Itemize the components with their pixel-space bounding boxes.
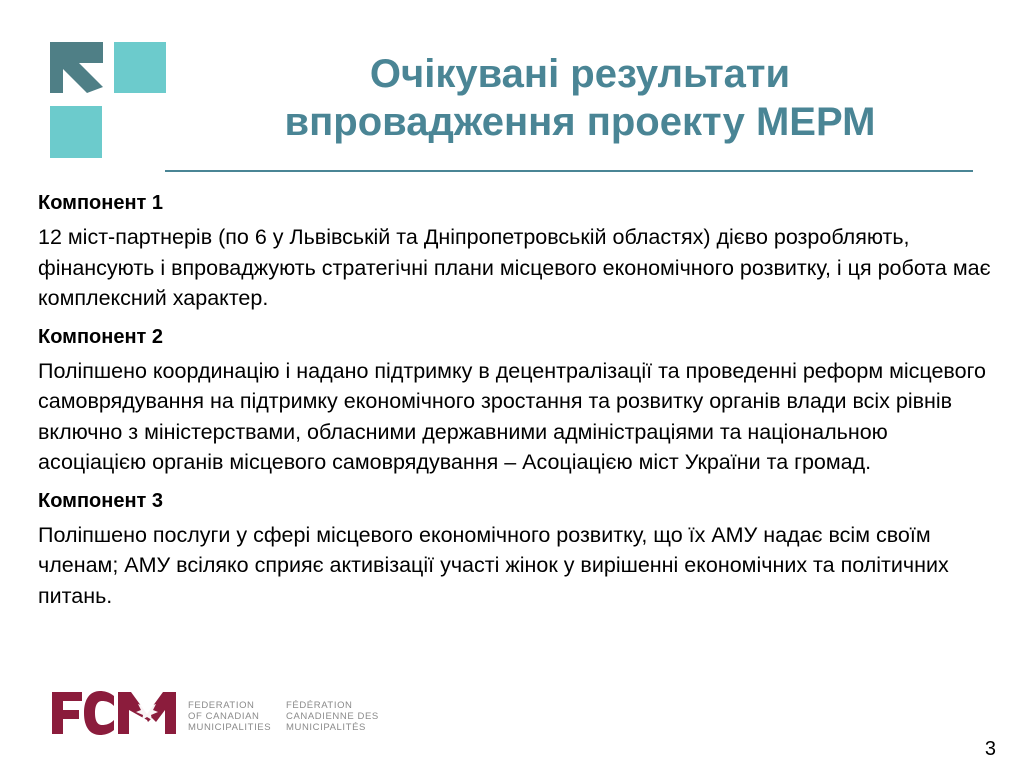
arrow-squares-icon <box>50 40 166 158</box>
letter-f <box>52 692 82 734</box>
fcm-logo-mark <box>52 686 177 738</box>
component-heading: Компонент 1 <box>38 192 164 214</box>
bottom-left-square <box>50 106 102 158</box>
fcm-english-name <box>188 700 271 733</box>
title-line-2: впровадження проекту МЕРМ <box>284 100 876 144</box>
content-body <box>38 188 998 619</box>
component-heading: Компонент 2 <box>38 325 164 348</box>
title-divider <box>165 170 973 172</box>
component-1 <box>38 188 998 314</box>
fcm-french-name <box>286 700 379 733</box>
fcm-fr-line: MUNICIPALITÉS <box>286 722 366 733</box>
top-right-square <box>114 42 166 93</box>
fcm-en-line: OF CANADIAN <box>188 711 260 722</box>
page-number: 3 <box>984 738 996 760</box>
fcm-en-line: MUNICIPALITIES <box>188 722 272 733</box>
slide-title <box>180 50 980 146</box>
fcm-logo <box>52 686 392 740</box>
title-line-1: Очікувані результати <box>369 52 791 96</box>
arrow-square-shape <box>50 42 103 93</box>
fcm-fr-line: CANADIENNE DES <box>286 711 379 722</box>
fcm-en-line: FEDERATION <box>188 700 255 711</box>
component-2 <box>38 322 998 478</box>
component-text: Поліпшено координацію і надано підтримку в децентралізації та проведенні реформ місцевого самоврядування на підтримку економічного зростання та розвитку органів влади всіх рівнів включно з міністерствами, обласними державними адміністраціями та національною асоціацією органів місцевого самоврядування – Асоціацією міст України та громад. <box>38 358 986 474</box>
component-text: 12 міст-партнерів (по 6 у Львівській та Дніпропетровській областях) дієво розробляють, фінансують і впроваджують стратегічні плани місцевого економічного розвитку, і ця робота має комплексний характер. <box>38 225 991 310</box>
letter-c <box>84 691 114 735</box>
component-text: Поліпшено послуги у сфері місцевого економічного розвитку, що їх АМУ надає всім своїм членам; АМУ всіляко сприяє активізації участі жінок у вирішенні економічних та політичних питань. <box>38 522 949 608</box>
component-heading: Компонент 3 <box>38 489 164 512</box>
fcm-fr-line: FÉDÉRATION <box>286 700 353 711</box>
component-3 <box>38 486 998 612</box>
